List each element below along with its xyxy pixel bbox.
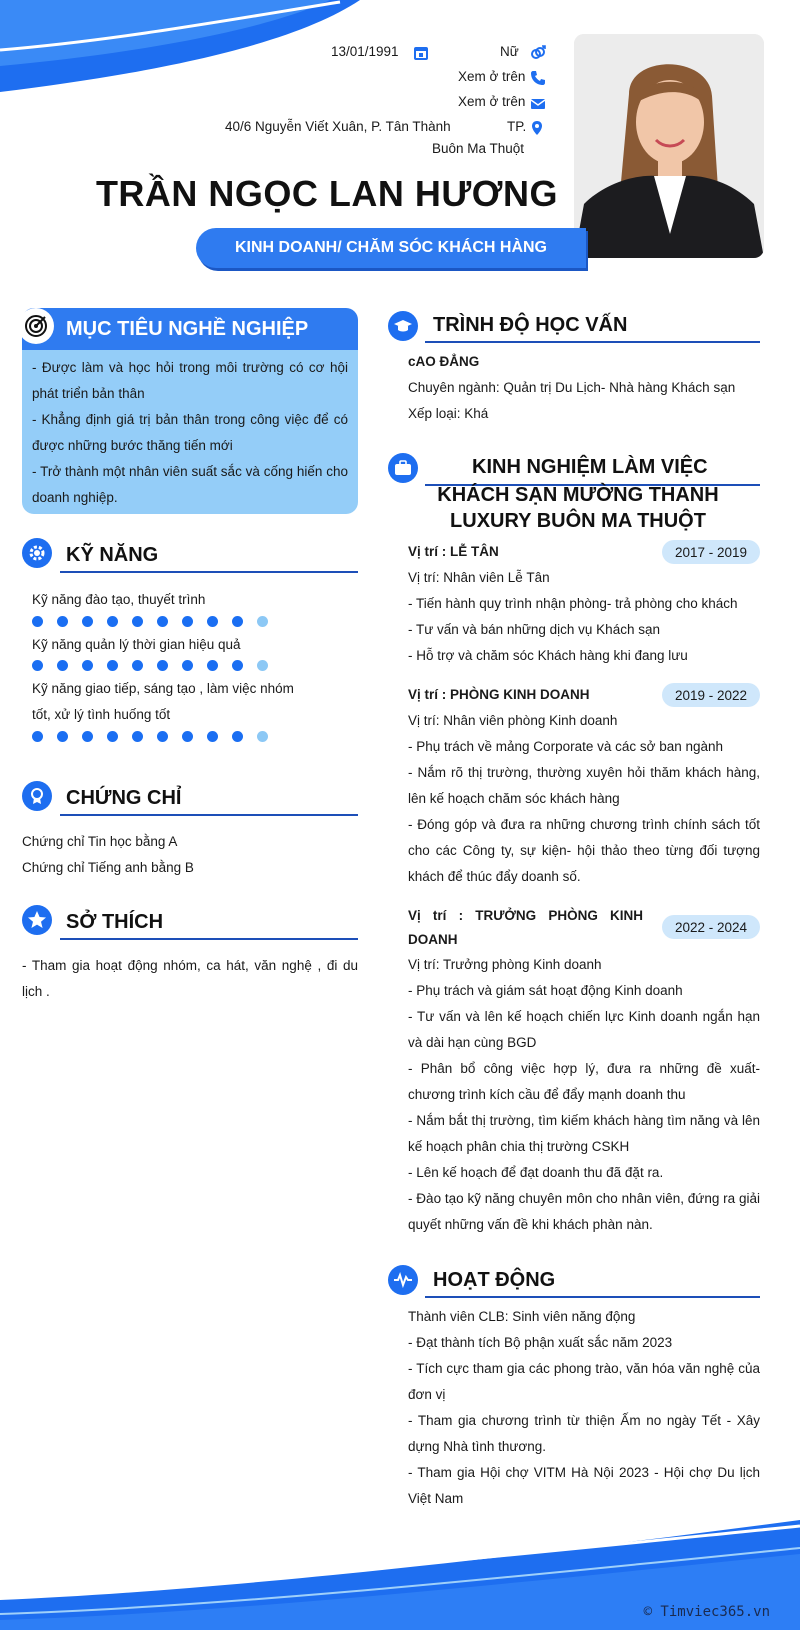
job-line: - Phân bổ công việc hợp lý, đưa ra những đề xuất- chương trình kích cầu để đẩy mạnh doanh thu bbox=[408, 1061, 760, 1102]
job-details bbox=[408, 708, 760, 890]
job-line: - Đào tạo kỹ năng chuyên môn cho nhân viên, đứng ra giải quyết những vấn đề khi khách phàn nàn. bbox=[408, 1191, 760, 1232]
objective-line: - Được làm và học hỏi trong môi trường có cơ hội phát triển bản thân bbox=[32, 360, 348, 401]
skill-dot-filled bbox=[232, 616, 243, 627]
gear-icon bbox=[27, 543, 47, 563]
skill-dot-filled bbox=[132, 731, 143, 742]
skill-dot-filled bbox=[82, 660, 93, 671]
activities-list bbox=[408, 1304, 760, 1512]
experience-company: KHÁCH SẠN MƯỜNG THANH LUXURY BUÔN MA THUỘT bbox=[437, 484, 719, 532]
job-line: - Tư vấn và lên kế hoạch chiến lực Kinh doanh ngắn hạn và dài hạn cùng BGD bbox=[408, 1009, 760, 1050]
education-divider bbox=[425, 341, 760, 343]
briefcase-icon bbox=[393, 458, 413, 478]
job-line: - Hỗ trợ và chăm sóc Khách hàng khi đang lưu bbox=[408, 648, 688, 663]
job-line: - Nắm rõ thị trường, thường xuyên hỏi thăm khách hàng, lên kế hoạch chăm sóc khách hàng bbox=[408, 765, 760, 806]
job-line: - Đóng góp và đưa ra những chương trình chính sách tốt cho các Công ty, sự kiện- hội thảo theo từng đối tượng khách để thúc đẩy doanh số. bbox=[408, 817, 760, 884]
skill-dot-empty bbox=[257, 616, 268, 627]
education-grade: Xếp loại: Khá bbox=[408, 406, 489, 421]
birthdate: 13/01/1991 bbox=[331, 44, 399, 59]
skill-dot-filled bbox=[207, 660, 218, 671]
skill-dot-filled bbox=[32, 731, 43, 742]
job-line: Vị trí: Nhân viên Lễ Tân bbox=[408, 570, 550, 585]
job-line: Vị trí: Trưởng phòng Kinh doanh bbox=[408, 957, 602, 972]
certificate-item: Chứng chỉ Tin học bằng A bbox=[22, 834, 178, 849]
skills-divider bbox=[60, 571, 358, 573]
star-icon bbox=[27, 910, 47, 930]
activity-line: - Tham gia Hội chợ VITM Hà Nội 2023 - Hội chợ Du lịch Việt Nam bbox=[408, 1465, 760, 1506]
skill-dot-filled bbox=[32, 616, 43, 627]
skill-dot-filled bbox=[232, 660, 243, 671]
address: 40/6 Nguyễn Viết Xuân, P. Tân Thành bbox=[225, 119, 451, 134]
skill-rating bbox=[32, 731, 268, 742]
graduation-cap-icon bbox=[393, 316, 413, 336]
experience-section-icon bbox=[385, 450, 421, 486]
email-icon bbox=[530, 96, 546, 112]
objective-line: - Khẳng định giá trị bản thân trong công việc để có được những bước thăng tiến mới bbox=[32, 412, 348, 453]
skill-dot-filled bbox=[157, 616, 168, 627]
job-position: Vị trí : LỄ TÂN bbox=[408, 544, 499, 559]
hobbies-divider bbox=[60, 938, 358, 940]
career-objective-title: MỤC TIÊU NGHỀ NGHIỆP bbox=[66, 318, 309, 340]
job-line: - Tư vấn và bán những dịch vụ Khách sạn bbox=[408, 622, 660, 637]
city-line-1: TP. bbox=[507, 119, 527, 134]
skill-name: Kỹ năng đào tạo, thuyết trình bbox=[32, 592, 206, 607]
activities-title: HOẠT ĐỘNG bbox=[433, 1269, 556, 1291]
email-value: Xem ở trên bbox=[458, 94, 526, 109]
job-line: - Tiến hành quy trình nhận phòng- trả phòng cho khách bbox=[408, 596, 738, 611]
phone-value: Xem ở trên bbox=[458, 69, 526, 84]
education-major: Chuyên ngành: Quản trị Du Lịch- Nhà hàng Khách sạn bbox=[408, 380, 736, 395]
skill-dot-filled bbox=[32, 660, 43, 671]
watermark: © Timviec365.vn bbox=[643, 1604, 770, 1620]
skill-dot-filled bbox=[107, 616, 118, 627]
skill-dot-filled bbox=[57, 731, 68, 742]
full-name: TRẦN NGỌC LAN HƯƠNG bbox=[95, 173, 558, 214]
award-icon bbox=[27, 786, 47, 806]
skill-dot-filled bbox=[157, 660, 168, 671]
job-line: Vị trí: Nhân viên phòng Kinh doanh bbox=[408, 713, 618, 728]
certificate-item: Chứng chỉ Tiếng anh bằng B bbox=[22, 860, 194, 875]
education-title: TRÌNH ĐỘ HỌC VẤN bbox=[433, 314, 628, 336]
top-wave-decoration bbox=[0, 0, 360, 95]
skill-dot-filled bbox=[207, 731, 218, 742]
objective-line: - Trở thành một nhân viên suất sắc và cống hiến cho doanh nghiệp. bbox=[32, 464, 348, 505]
skill-name: Kỹ năng giao tiếp, sáng tạo , làm việc nhóm tốt, xử lý tình huống tốt bbox=[32, 681, 294, 722]
experience-title: KINH NGHIỆM LÀM VIỆC bbox=[472, 456, 708, 478]
job-years: 2022 - 2024 bbox=[662, 915, 760, 939]
objective-text bbox=[32, 355, 348, 511]
skill-dot-filled bbox=[107, 731, 118, 742]
skill-dot-filled bbox=[57, 616, 68, 627]
skill-dot-filled bbox=[182, 731, 193, 742]
education-degree: cAO ĐẲNG bbox=[408, 354, 480, 369]
hobbies-title: SỞ THÍCH bbox=[66, 911, 164, 933]
skill-rating bbox=[32, 616, 268, 627]
skill-dot-empty bbox=[257, 660, 268, 671]
city-line-2: Buôn Ma Thuột bbox=[432, 141, 525, 156]
certificates-title: CHỨNG CHỈ bbox=[66, 787, 182, 809]
job-position: Vị trí : TRƯỞNG PHÒNG KINH DOANH bbox=[408, 908, 643, 947]
skill-rating bbox=[32, 660, 268, 671]
job-title-banner: KINH DOANH/ CHĂM SÓC KHÁCH HÀNG bbox=[196, 228, 586, 268]
job-position: Vị trí : PHÒNG KINH DOANH bbox=[408, 687, 590, 702]
activities-divider bbox=[425, 1296, 760, 1298]
skill-dot-filled bbox=[182, 616, 193, 627]
phone-icon bbox=[530, 70, 546, 86]
skill-dot-filled bbox=[82, 731, 93, 742]
activity-line: Thành viên CLB: Sinh viên năng động bbox=[408, 1309, 636, 1324]
job-years: 2019 - 2022 bbox=[662, 683, 760, 707]
job-line: - Nắm bắt thị trường, tìm kiếm khách hàng tìm năng và lên kế hoạch phân chia thị trường CSKH bbox=[408, 1113, 760, 1154]
skill-dot-filled bbox=[82, 616, 93, 627]
skill-dot-filled bbox=[232, 731, 243, 742]
hobbies-text: - Tham gia hoạt động nhóm, ca hát, văn nghệ , đi du lịch . bbox=[22, 958, 358, 999]
skill-dot-filled bbox=[207, 616, 218, 627]
skill-dot-filled bbox=[107, 660, 118, 671]
job-line: - Phụ trách và giám sát hoạt động Kinh doanh bbox=[408, 983, 683, 998]
profile-photo bbox=[574, 34, 764, 258]
skills-section-icon bbox=[19, 535, 55, 571]
skill-dot-filled bbox=[57, 660, 68, 671]
pulse-icon bbox=[393, 1270, 413, 1290]
skill-name: Kỹ năng quản lý thời gian hiệu quả bbox=[32, 637, 241, 652]
job-details bbox=[408, 565, 760, 669]
skill-dot-empty bbox=[257, 731, 268, 742]
activity-line: - Tham gia chương trình từ thiện Ấm no ngày Tết - Xây dựng Nhà tình thương. bbox=[408, 1413, 760, 1454]
gender: Nữ bbox=[500, 44, 519, 59]
skills-title: KỸ NĂNG bbox=[66, 544, 159, 566]
profile-photo-illustration bbox=[574, 34, 764, 258]
certificates-divider bbox=[60, 814, 358, 816]
job-line: - Lên kế hoạch để đạt doanh thu đã đặt ra. bbox=[408, 1165, 664, 1180]
gender-icon bbox=[530, 45, 546, 61]
location-icon bbox=[529, 120, 545, 136]
skill-dot-filled bbox=[132, 660, 143, 671]
target-icon bbox=[18, 308, 54, 344]
job-years: 2017 - 2019 bbox=[662, 540, 760, 564]
job-line: - Phụ trách về mảng Corporate và các sở ban ngành bbox=[408, 739, 724, 754]
skill-dot-filled bbox=[132, 616, 143, 627]
activity-line: - Đạt thành tích Bộ phận xuất sắc năm 2023 bbox=[408, 1335, 673, 1350]
education-section-icon bbox=[385, 308, 421, 344]
job-details bbox=[408, 952, 760, 1238]
hobbies-section-icon bbox=[19, 902, 55, 938]
activities-section-icon bbox=[385, 1262, 421, 1298]
activity-line: - Tích cực tham gia các phong trào, văn hóa văn nghệ của đơn vị bbox=[408, 1361, 760, 1402]
certificates-section-icon bbox=[19, 778, 55, 814]
skill-dot-filled bbox=[182, 660, 193, 671]
skill-dot-filled bbox=[157, 731, 168, 742]
calendar-icon bbox=[413, 45, 429, 61]
